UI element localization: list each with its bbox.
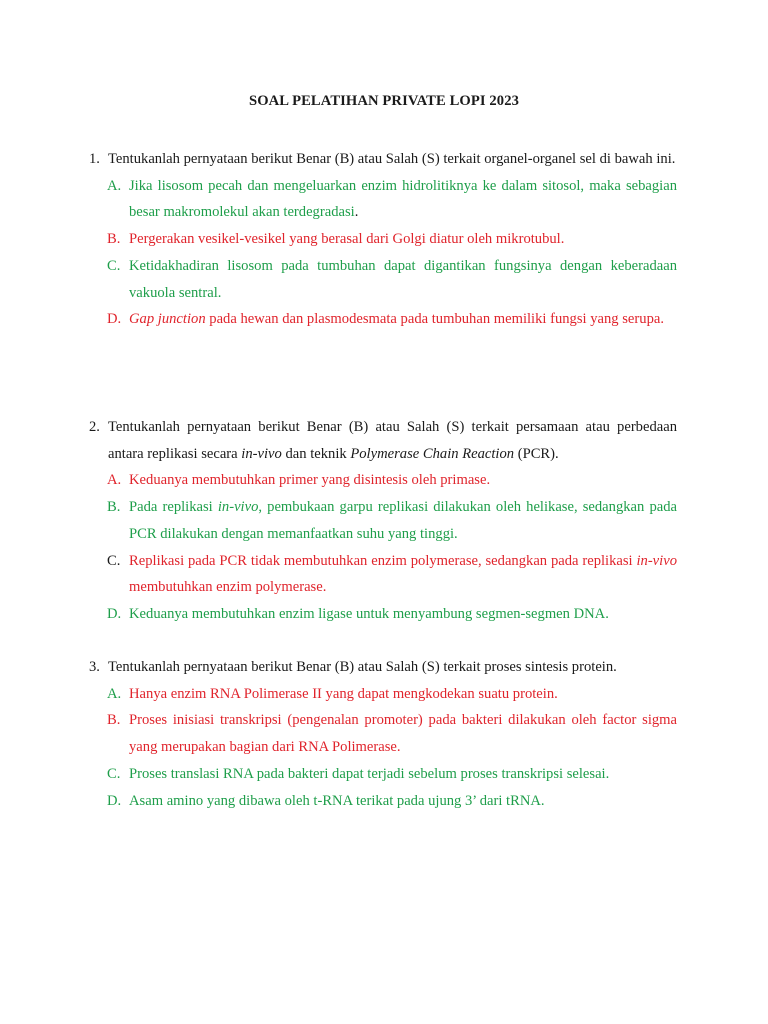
option-letter: B. bbox=[107, 231, 121, 248]
option-list bbox=[89, 681, 677, 815]
option-letter: D. bbox=[107, 792, 122, 809]
question-2 bbox=[89, 414, 677, 628]
question-number: 1. bbox=[89, 151, 100, 167]
option-d bbox=[89, 601, 677, 628]
option-letter: A. bbox=[107, 177, 122, 194]
option-letter: A. bbox=[107, 685, 122, 702]
option-letter: C. bbox=[107, 765, 121, 782]
question-number: 2. bbox=[89, 419, 100, 435]
question-stem bbox=[89, 146, 677, 173]
question-3 bbox=[89, 654, 677, 814]
option-italic-term: Gap junction bbox=[129, 311, 206, 328]
question-italic-term: in-vivo bbox=[241, 445, 282, 462]
option-text: pada hewan dan plasmodesmata pada tumbuhan memiliki fungsi yang serupa. bbox=[205, 311, 664, 328]
question-stem bbox=[89, 414, 677, 467]
option-text: Pergerakan vesikel-vesikel yang berasal dari Golgi diatur oleh mikrotubul. bbox=[129, 231, 565, 248]
option-b bbox=[89, 226, 677, 253]
option-text: Ketidakhadiran lisosom pada tumbuhan dapat digantikan fungsinya dengan keberadaan vakuola sentral. bbox=[129, 257, 677, 301]
option-a bbox=[89, 681, 677, 708]
option-c bbox=[89, 253, 677, 306]
option-text: Jika lisosom pecah dan mengeluarkan enzim hidrolitiknya ke dalam sitosol, maka sebagian besar makromolekul akan terdegradasi bbox=[129, 177, 677, 221]
option-letter: A. bbox=[107, 472, 122, 489]
option-letter: D. bbox=[107, 311, 122, 328]
question-text: Tentukanlah pernyataan berikut Benar (B) atau Salah (S) terkait persamaan atau perbedaan antara replikasi secara bbox=[108, 419, 677, 462]
option-letter: B. bbox=[107, 712, 121, 729]
option-letter: D. bbox=[107, 605, 122, 622]
option-trailing-period: . bbox=[354, 204, 359, 221]
option-letter: C. bbox=[107, 257, 121, 274]
question-number: 3. bbox=[89, 659, 100, 675]
question-text: (PCR). bbox=[514, 445, 559, 462]
option-text: Proses inisiasi transkripsi (pengenalan promoter) pada bakteri dilakukan oleh factor sigma yang merupakan bagian dari RNA Polimerase. bbox=[129, 712, 677, 756]
option-d bbox=[89, 306, 677, 333]
option-list bbox=[89, 467, 677, 627]
option-a bbox=[89, 173, 677, 226]
option-italic-term: in-vivo bbox=[217, 499, 259, 516]
option-text: Proses translasi RNA pada bakteri dapat terjadi sebelum proses transkripsi selesai. bbox=[129, 765, 610, 782]
option-text: membutuhkan enzim polymerase. bbox=[129, 579, 327, 596]
option-italic-term: in-vivo bbox=[636, 552, 677, 569]
question-stem bbox=[89, 654, 677, 681]
question-text: Tentukanlah pernyataan berikut Benar (B) atau Salah (S) terkait proses sintesis protein. bbox=[108, 659, 617, 675]
option-text: Replikasi pada PCR tidak membutuhkan enzim polymerase, sedangkan pada replikasi bbox=[129, 552, 637, 569]
option-text: Keduanya membutuhkan primer yang disintesis oleh primase. bbox=[129, 472, 491, 489]
question-text: dan teknik bbox=[281, 445, 351, 462]
option-c bbox=[89, 761, 677, 788]
option-text: Asam amino yang dibawa oleh t-RNA terikat pada ujung 3’ dari tRNA. bbox=[129, 792, 545, 809]
option-d bbox=[89, 788, 677, 815]
option-b bbox=[89, 707, 677, 760]
option-a bbox=[89, 467, 677, 494]
question-1 bbox=[89, 146, 677, 333]
question-text: Tentukanlah pernyataan berikut Benar (B) atau Salah (S) terkait organel-organel sel di bawah ini. bbox=[108, 151, 676, 167]
option-text: , pembukaan garpu replikasi dilakukan oleh helikase, sedangkan pada PCR dilakukan dengan memanfaatkan suhu yang tinggi. bbox=[129, 499, 677, 542]
option-text: Hanya enzim RNA Polimerase II yang dapat mengkodekan suatu protein. bbox=[129, 685, 558, 702]
option-b bbox=[89, 494, 677, 547]
page-title: SOAL PELATIHAN PRIVATE LOPI 2023 bbox=[249, 93, 519, 109]
option-letter: B. bbox=[107, 499, 121, 516]
question-italic-term: Polymerase Chain Reaction bbox=[350, 445, 515, 462]
option-text: Pada replikasi bbox=[129, 499, 218, 516]
option-letter: C. bbox=[107, 552, 121, 569]
option-c bbox=[89, 548, 677, 601]
option-list bbox=[89, 173, 677, 333]
option-text: Keduanya membutuhkan enzim ligase untuk menyambung segmen-segmen DNA. bbox=[129, 605, 609, 622]
